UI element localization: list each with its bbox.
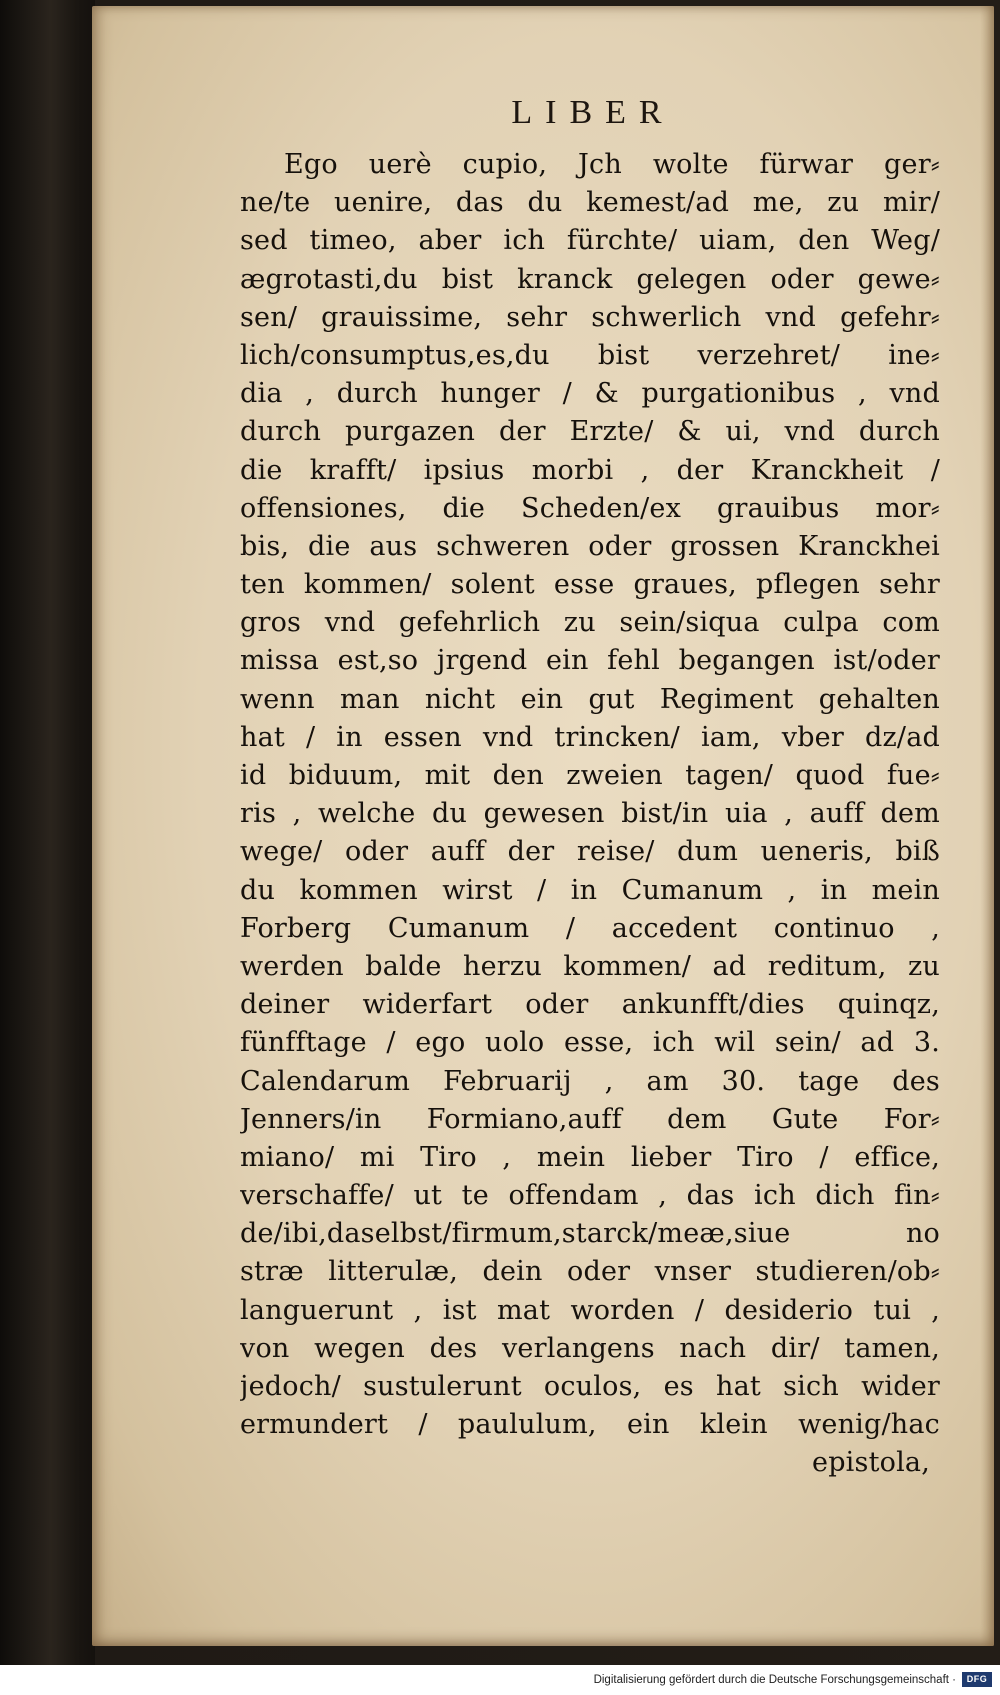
text-line: lich/consumptus,es,du bist verzehret/ ine⸗: [240, 339, 940, 371]
text-line: ten kommen/ solent esse graues, pflegen sehr: [240, 569, 940, 601]
text-line: Jenners/in Formiano,auff dem Gute For⸗: [240, 1103, 940, 1135]
text-line: dia , durch hunger / & purgationibus , vnd: [240, 378, 940, 410]
text-line: deiner widerfart oder ankunfft/dies quinqz,: [240, 989, 940, 1021]
text-line: miano/ mi Tiro , mein lieber Tiro / effice,: [240, 1141, 940, 1173]
text-line: Calendarum Februarij , am 30. tage des: [240, 1065, 940, 1097]
text-line: verschaffe/ ut te offendam , das ich dich fin⸗: [240, 1180, 940, 1212]
text-line: ermundert / paululum, ein klein wenig/hac: [240, 1409, 940, 1441]
text-line: ægrotasti,du bist kranck gelegen oder gewe⸗: [240, 263, 940, 295]
text-line: durch purgazen der Erzte/ & ui, vnd durch: [240, 416, 940, 448]
text-line: Forberg Cumanum / accedent continuo ,: [240, 912, 940, 944]
text-line: hat / in essen vnd trincken/ iam, vber dz/ad: [240, 721, 940, 753]
text-line: fünfftage / ego uolo esse, ich wil sein/ ad 3.: [240, 1027, 940, 1059]
text-line: Ego uerè cupio, Jch wolte fürwar ger⸗: [284, 149, 940, 180]
text-line: von wegen des verlangens nach dir/ tamen,: [240, 1332, 940, 1364]
book-page: [92, 6, 994, 1646]
text-line: id biduum, mit den zweien tagen/ quod fue⸗: [240, 760, 940, 791]
text-line: wege/ oder auff der reise/ dum ueneris, biß: [240, 836, 940, 868]
text-line: jedoch/ sustulerunt oculos, es hat sich wider: [240, 1371, 940, 1402]
text-line: bis, die aus schweren oder grossen Kranckhei: [240, 530, 940, 562]
dfg-logo: DFG: [962, 1672, 992, 1687]
gutter-shadow: [55, 0, 95, 1665]
text-line: ris , welche du gewesen bist/in uia , auff dem: [240, 798, 940, 830]
running-head: LIBER: [511, 94, 675, 131]
text-line: werden balde herzu kommen/ ad reditum, zu: [240, 950, 940, 982]
text-block: [240, 146, 940, 1483]
text-line: offensiones, die Scheden/ex grauibus mor⸗: [240, 492, 940, 524]
text-line: stræ litterulæ, dein oder vnser studieren/ob⸗: [240, 1256, 940, 1288]
text-line: du kommen wirst / in Cumanum , in mein: [240, 874, 940, 906]
text-line: gros vnd gefehrlich zu sein/siqua culpa com: [240, 607, 940, 639]
text-line: die krafft/ ipsius morbi , der Kranckheit /: [240, 454, 940, 486]
funding-note: Digitalisierung gefördert durch die Deutsche Forschungsgemeinschaft ·: [593, 1674, 956, 1686]
text-line: wenn man nicht ein gut Regiment gehalten: [240, 683, 940, 715]
text-line: de/ibi,daselbst/firmum,starck/meæ,siue no: [240, 1218, 940, 1250]
text-line: sen/ grauissime, sehr schwerlich vnd gefehr⸗: [240, 301, 940, 333]
text-line: languerunt , ist mat worden / desiderio tui ,: [240, 1294, 940, 1326]
text-line: ne/te uenire, das du kemest/ad me, zu mir/: [240, 187, 940, 219]
text-line: sed timeo, aber ich fürchte/ uiam, den Weg/: [240, 225, 940, 257]
text-line: missa est,so jrgend ein fehl begangen ist/oder: [240, 645, 940, 677]
text-line: epistola,: [812, 1447, 930, 1479]
